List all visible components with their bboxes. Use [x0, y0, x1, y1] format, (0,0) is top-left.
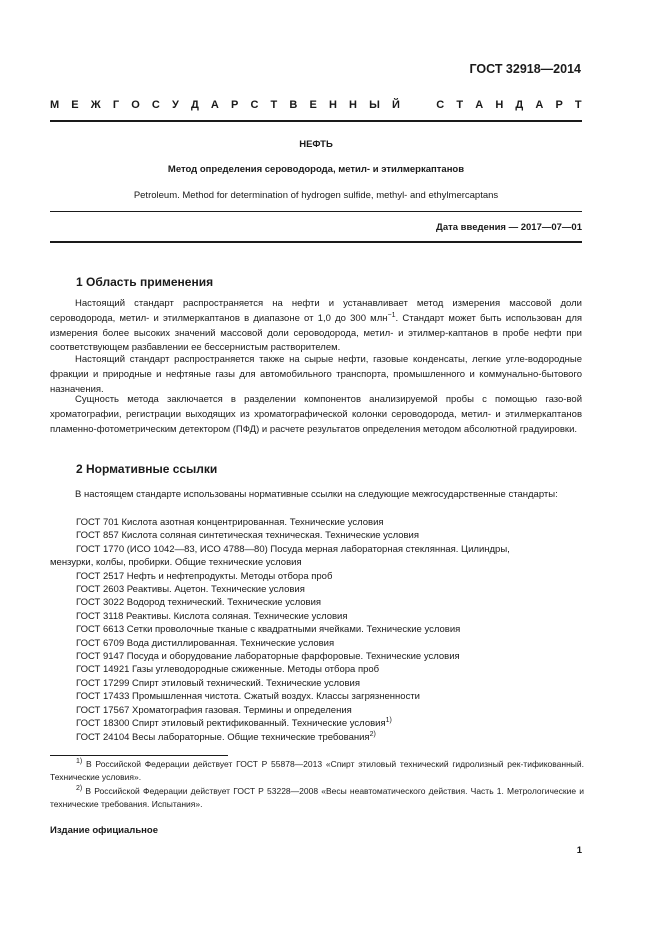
letter: Е — [309, 99, 317, 111]
date-rule — [50, 241, 582, 243]
letter: С — [436, 99, 445, 111]
reference-item: ГОСТ 17433 Промышленная чистота. Сжатый воздух. Классы загрязненности — [76, 691, 420, 703]
introduction-date: Дата введения — 2017—07—01 — [436, 222, 582, 233]
reference-item: ГОСТ 14921 Газы углеводородные сжиженные. Методы отбора проб — [76, 664, 380, 676]
letter: Г — [112, 99, 120, 111]
document-subtitle: Метод определения сероводорода, метил- и этилмеркаптанов — [167, 164, 465, 175]
letter: Ы — [369, 99, 380, 111]
reference-item: ГОСТ 3118 Реактивы. Кислота соляная. Технические условия — [76, 610, 348, 622]
document-title: НЕФТЬ — [299, 139, 333, 150]
section-1-paragraph: Сущность метода заключается в разделении компонентов анализируемой пробы с помощью газо-вой хроматографии, регистрации выходящих из хроматографической колонки сероводорода, метил- и этилмеркаптанов пламенно-фотометрическим детектором (ПФД) и расчете результатов определения методом абсолютной градуировки. — [50, 394, 582, 435]
standard-type-heading — [50, 99, 582, 113]
english-title: Petroleum. Method for determination of hydrogen sulfide, methyl- and ethylmercaptans — [133, 190, 499, 201]
section-1-paragraph: Настоящий стандарт распространяется на нефти и устанавливает метод измерения массовой доли сероводорода, метил- и этилмеркаптанов в диапазоне от 1,0 до 300 млн$^{-1}$. Стандарт может быть использован для измерения более высоких значений массовой доли сероводорода, метил- и этилмер-каптанов в пробе нефти при соответствующем разбавлении ее бессернистым растворителем. — [50, 298, 582, 354]
letter: Р — [555, 99, 563, 111]
standard-number: ГОСТ 32918—2014 — [469, 62, 581, 76]
reference-item: ГОСТ 3022 Водород технический. Технические условия — [76, 597, 322, 609]
letter: А — [535, 99, 544, 111]
header-rule — [50, 120, 582, 122]
page-number: 1 — [576, 845, 582, 856]
reference-item: ГОСТ 6613 Сетки проволочные тканые с квадратными ячейками. Технические условия — [76, 624, 461, 636]
letter: Д — [515, 99, 524, 111]
letter: А — [475, 99, 484, 111]
section-1-paragraph: Настоящий стандарт распространяется также на сырые нефти, газовые конденсаты, легкие угле-водородные фракции и природные и нефтяные газы для автомобильного транспорта, промышленного и коммунально-бытового назначения. — [50, 354, 582, 395]
letter: О — [131, 99, 140, 111]
letter: Н — [349, 99, 357, 111]
letter: Д — [190, 99, 199, 111]
footnote-1: $^{1)}$ В Российской Федерации действует ГОСТ Р 55878—2013 «Спирт этиловый технический гидролизный рек-тификованный. Технические условия». — [50, 758, 584, 782]
reference-item: ГОСТ 24104 Весы лабораторные. Общие технические требования$^{2)}$ — [76, 730, 376, 743]
reference-item: ГОСТ 2517 Нефть и нефтепродукты. Методы отбора проб — [76, 570, 333, 582]
letter: В — [289, 99, 298, 111]
section-2-heading: 2 Нормативные ссылки — [76, 462, 218, 476]
letter: Т — [270, 99, 278, 111]
reference-item: ГОСТ 17299 Спирт этиловый технический. Технические условия — [76, 677, 360, 689]
reference-item: ГОСТ 701 Кислота азотная концентрированная. Технические условия — [76, 517, 384, 528]
letter: Н — [495, 99, 504, 111]
reference-item: ГОСТ 857 Кислота соляная синтетическая техническая. Технические условия — [76, 530, 419, 542]
letter: Е — [71, 99, 79, 111]
reference-item: ГОСТ 18300 Спирт этиловый ректификованный. Технические условия$^{1)}$ — [76, 717, 392, 730]
letter: Т — [456, 99, 464, 111]
letter: Р — [231, 99, 239, 111]
reference-item: ГОСТ 1770 (ИСО 1042—83, ИСО 4788—80) Посуда мерная лабораторная стеклянная. Цилиндры, — [76, 543, 510, 555]
official-edition-label: Издание официальное — [50, 825, 158, 836]
letter: С — [250, 99, 259, 111]
reference-item: ГОСТ 9147 Посуда и оборудование лабораторные фарфоровые. Технические условия — [76, 651, 460, 663]
reference-item: мензурки, колбы, пробирки. Общие технические условия — [50, 557, 302, 569]
letter: Т — [574, 99, 582, 111]
reference-list — [50, 516, 586, 744]
footnote-rule — [50, 755, 228, 756]
letter: М — [50, 99, 60, 111]
reference-item: ГОСТ 2603 Реактивы. Ацетон. Технические условия — [76, 584, 305, 596]
reference-item: ГОСТ 6709 Вода дистиллированная. Технические условия — [76, 637, 335, 649]
footnote-2: $^{2)}$ В Российской Федерации действует ГОСТ Р 53228—2008 «Весы неавтоматического действия. Часть 1. Метрологические и технические требования. Испытания». — [50, 785, 584, 809]
letter: Ж — [90, 99, 101, 111]
letter: Н — [328, 99, 337, 111]
reference-item: ГОСТ 17567 Хроматография газовая. Термины и определения — [76, 704, 352, 716]
letter: Й — [392, 99, 400, 111]
letter: У — [171, 99, 179, 111]
letter: А — [210, 99, 219, 111]
section-1-heading: 1 Область применения — [76, 275, 214, 289]
letter: С — [151, 99, 160, 111]
section-2-intro: В настоящем стандарте использованы нормативные ссылки на следующие межгосударственные стандарты: — [75, 489, 558, 500]
title-rule — [50, 211, 582, 212]
